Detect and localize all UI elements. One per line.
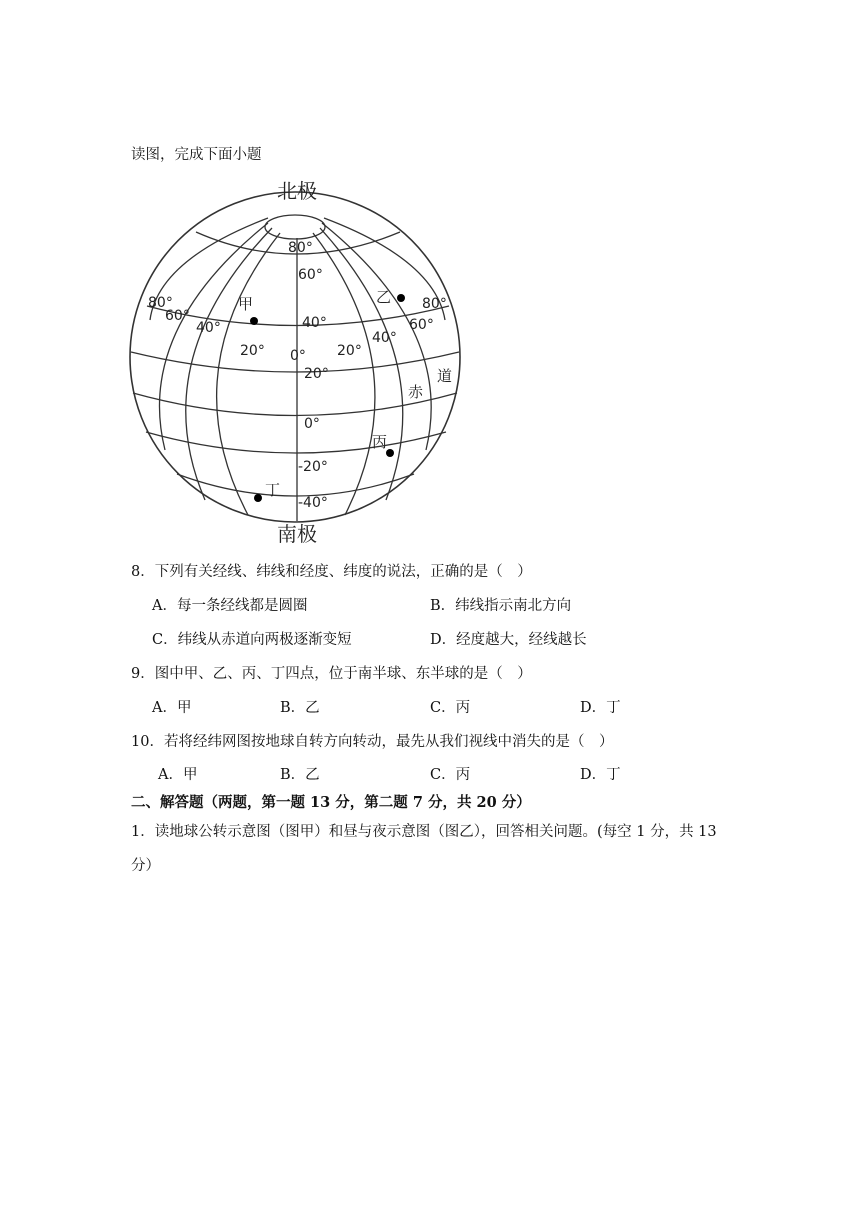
point-jia-marker [250, 317, 258, 325]
lon-label-60w: 60° [165, 308, 190, 324]
lon-label-20e: 20° [337, 343, 362, 359]
longitude-lines [150, 218, 445, 521]
lon-label-40w: 40° [196, 320, 221, 336]
q8-stem: 8．下列有关经线、纬线和经度、纬度的说法，正确的是（ ） [131, 564, 532, 580]
point-bing-marker [386, 449, 394, 457]
point-ding-label: 丁 [265, 481, 281, 499]
q9-option-b: B．乙 [280, 700, 320, 716]
point-yi-label: 乙 [376, 288, 392, 306]
intro-text: 读图，完成下面小题 [131, 147, 262, 163]
q10-stem: 10．若将经纬网图按地球自转方向转动，最先从我们视线中消失的是（ ） [131, 734, 614, 750]
q9-option-d: D．丁 [580, 700, 621, 716]
point-jia-label: 甲 [238, 295, 254, 313]
q9-option-c: C．丙 [430, 700, 471, 716]
north-pole-label: 北极 [277, 179, 317, 203]
q8-option-b: B．纬线指示南北方向 [430, 598, 572, 614]
q10-option-b: B．乙 [280, 767, 320, 783]
lon-label-80e: 80° [422, 296, 447, 312]
lat-label-40: 40° [302, 315, 327, 331]
point-bing-label: 丙 [372, 433, 388, 451]
problem-1-line-2: 分） [131, 858, 160, 874]
lon-label-0: 0° [290, 348, 306, 364]
latitude-line-40s [177, 474, 414, 496]
meridian-60w [159, 223, 268, 450]
polar-cap [265, 215, 325, 239]
south-pole-label: 南极 [277, 522, 317, 546]
globe-diagram [120, 176, 470, 548]
lat-label-s40: -40° [298, 495, 328, 511]
q8-option-c: C．纬线从赤道向两极逐渐变短 [152, 632, 352, 648]
lat-label-s20: -20° [298, 459, 328, 475]
problem-1-line-1: 1．读地球公转示意图（图甲）和昼与夜示意图（图乙），回答相关问题。(每空 1 分，共 13 [131, 824, 717, 840]
point-yi-marker [397, 294, 405, 302]
meridian-40w [186, 228, 272, 500]
lon-label-60e: 60° [409, 317, 434, 333]
meridian-20w [217, 233, 280, 515]
lon-label-40e: 40° [372, 330, 397, 346]
q9-stem: 9．图中甲、乙、丙、丁四点，位于南半球、东半球的是（ ） [131, 666, 532, 682]
meridian-40e [320, 228, 403, 500]
q10-option-d: D．丁 [580, 767, 621, 783]
latitude-line-40n [147, 306, 449, 326]
lat-label-20: 20° [304, 366, 329, 382]
lat-label-0: 0° [304, 416, 320, 432]
q8-option-a: A．每一条经线都是圆圈 [152, 598, 308, 614]
lon-label-20w: 20° [240, 343, 265, 359]
q10-option-a: A．甲 [158, 767, 198, 783]
lat-label-60: 60° [298, 267, 323, 283]
q10-option-c: C．丙 [430, 767, 471, 783]
latitude-lines [131, 232, 459, 496]
section-2-heading: 二、解答题（两题，第一题 13 分，第二题 7 分，共 20 分） [131, 794, 531, 811]
equator-char-2: 道 [437, 367, 453, 385]
q8-option-d: D．经度越大，经线越长 [430, 632, 587, 648]
q9-option-a: A．甲 [152, 700, 192, 716]
lat-label-80: 80° [288, 240, 313, 256]
equator-char-1: 赤 [408, 383, 424, 401]
point-ding-marker [254, 494, 262, 502]
lon-label-80w: 80° [148, 295, 173, 311]
